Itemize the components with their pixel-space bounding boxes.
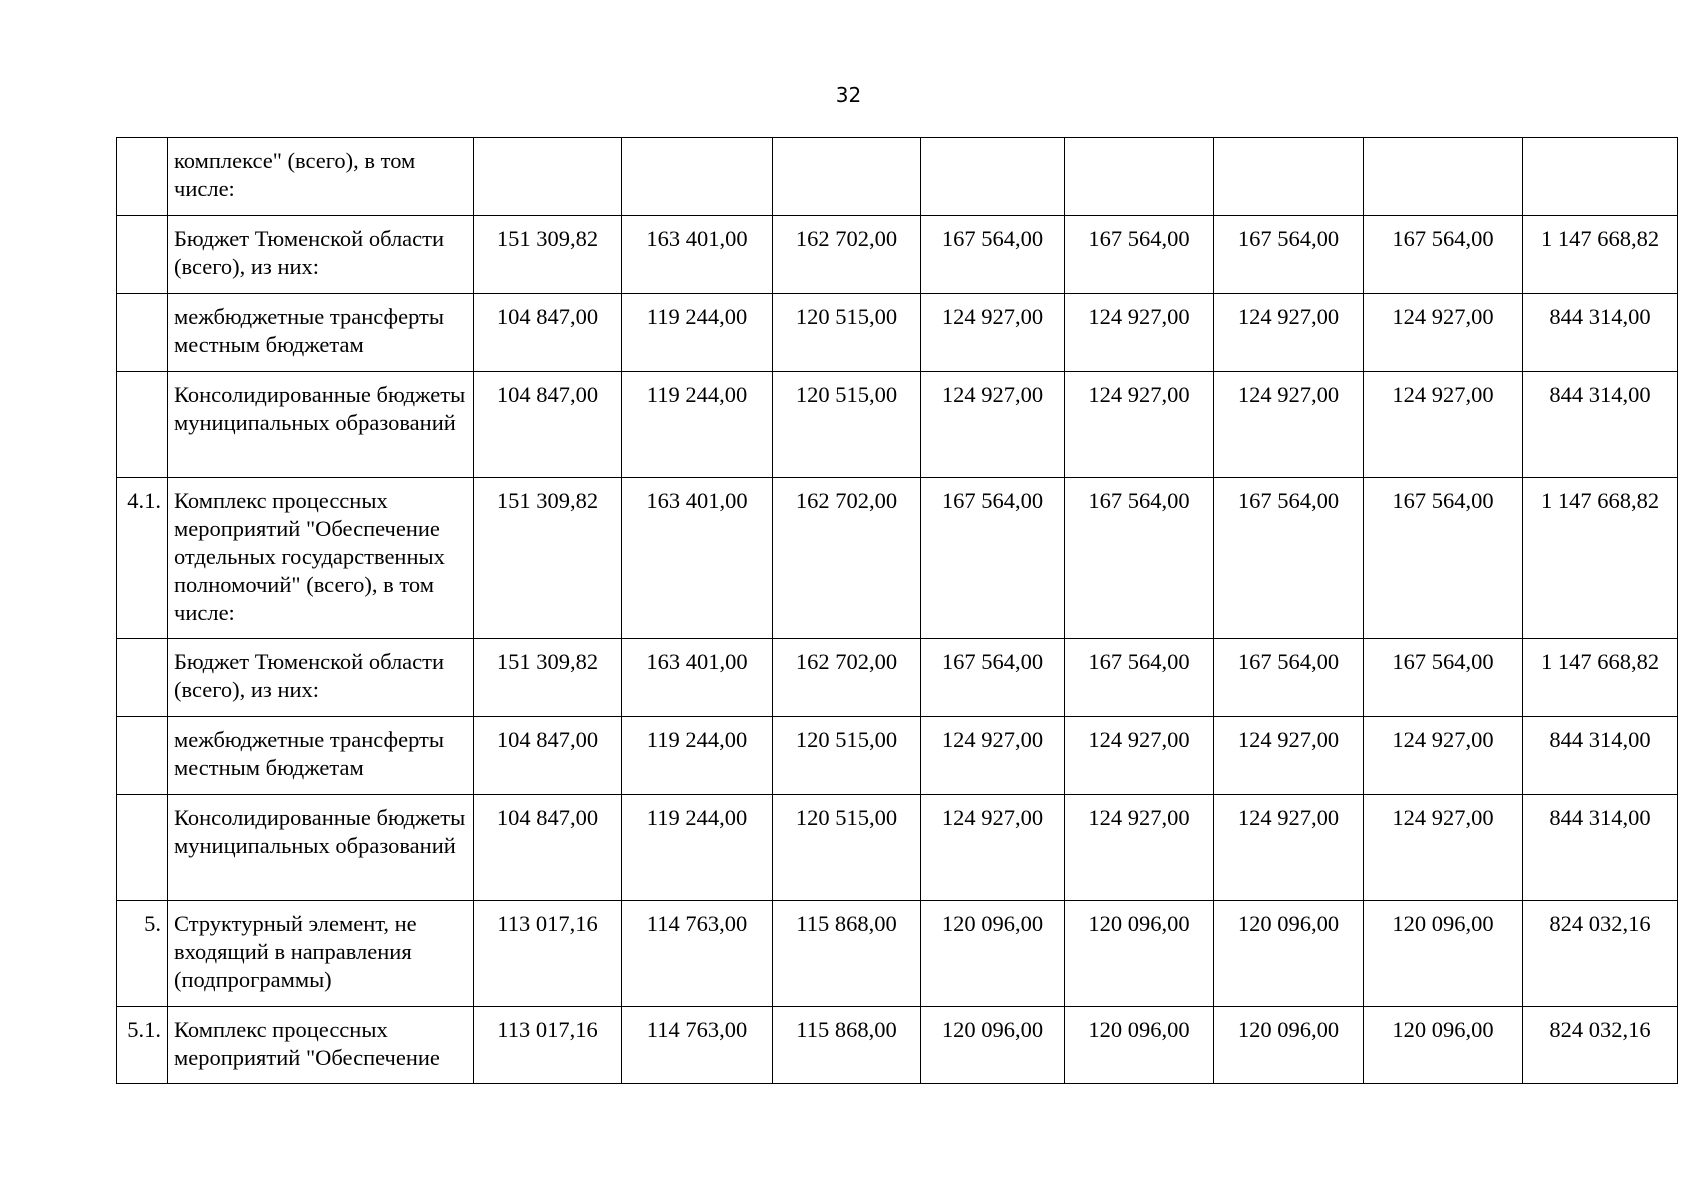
- row-number: 5.1.: [117, 1007, 168, 1084]
- value-cell: 151 309,82: [474, 216, 622, 294]
- value-cell: 113 017,16: [474, 1007, 622, 1084]
- row-name: Консолидированные бюджеты муниципальных образований: [168, 372, 474, 478]
- table-row: [117, 901, 1678, 1007]
- total-cell: 824 032,16: [1523, 901, 1678, 1007]
- value-cell: [1065, 138, 1214, 216]
- budget-table-body: [117, 138, 1678, 1084]
- value-cell: 167 564,00: [1364, 216, 1523, 294]
- table-row: [117, 478, 1678, 639]
- value-cell: 120 515,00: [773, 795, 921, 901]
- total-cell: 844 314,00: [1523, 372, 1678, 478]
- total-cell: 1 147 668,82: [1523, 478, 1678, 639]
- value-cell: 120 515,00: [773, 372, 921, 478]
- value-cell: 115 868,00: [773, 901, 921, 1007]
- value-cell: 162 702,00: [773, 216, 921, 294]
- row-number: 4.1.: [117, 478, 168, 639]
- total-cell: [1523, 138, 1678, 216]
- total-cell: 1 147 668,82: [1523, 639, 1678, 717]
- row-number: [117, 138, 168, 216]
- value-cell: 163 401,00: [622, 478, 773, 639]
- table-row: [117, 717, 1678, 795]
- row-number: [117, 717, 168, 795]
- value-cell: 124 927,00: [1214, 372, 1364, 478]
- value-cell: 167 564,00: [1065, 478, 1214, 639]
- row-name: Комплекс процессных мероприятий "Обеспечение: [168, 1007, 474, 1084]
- value-cell: 167 564,00: [1364, 639, 1523, 717]
- value-cell: 104 847,00: [474, 795, 622, 901]
- value-cell: 120 096,00: [1364, 1007, 1523, 1084]
- table-row: [117, 138, 1678, 216]
- value-cell: 167 564,00: [1214, 478, 1364, 639]
- value-cell: 124 927,00: [921, 372, 1065, 478]
- row-number: [117, 372, 168, 478]
- value-cell: 124 927,00: [1065, 717, 1214, 795]
- value-cell: 115 868,00: [773, 1007, 921, 1084]
- row-number: [117, 795, 168, 901]
- value-cell: 120 096,00: [921, 1007, 1065, 1084]
- value-cell: 167 564,00: [1214, 216, 1364, 294]
- value-cell: 124 927,00: [1364, 294, 1523, 372]
- row-number: [117, 294, 168, 372]
- value-cell: 124 927,00: [1214, 294, 1364, 372]
- value-cell: 124 927,00: [1065, 294, 1214, 372]
- value-cell: 120 515,00: [773, 294, 921, 372]
- value-cell: 124 927,00: [1065, 795, 1214, 901]
- row-name: Комплекс процессных мероприятий "Обеспечение отдельных государственных полномочий" (всего), в том числе:: [168, 478, 474, 639]
- table-row: [117, 795, 1678, 901]
- row-name: комплексе" (всего), в том числе:: [168, 138, 474, 216]
- value-cell: 124 927,00: [1364, 372, 1523, 478]
- value-cell: [1364, 138, 1523, 216]
- value-cell: 119 244,00: [622, 294, 773, 372]
- value-cell: 167 564,00: [1214, 639, 1364, 717]
- table-row: [117, 1007, 1678, 1084]
- row-name: Бюджет Тюменской области (всего), из них:: [168, 216, 474, 294]
- table-row: [117, 294, 1678, 372]
- value-cell: 120 096,00: [1065, 901, 1214, 1007]
- value-cell: 124 927,00: [921, 294, 1065, 372]
- value-cell: 124 927,00: [1364, 717, 1523, 795]
- row-number: [117, 639, 168, 717]
- value-cell: 119 244,00: [622, 372, 773, 478]
- value-cell: 113 017,16: [474, 901, 622, 1007]
- total-cell: 824 032,16: [1523, 1007, 1678, 1084]
- value-cell: 162 702,00: [773, 478, 921, 639]
- row-number: 5.: [117, 901, 168, 1007]
- value-cell: 124 927,00: [1214, 795, 1364, 901]
- budget-table: [116, 137, 1678, 1084]
- page-number: 32: [835, 83, 862, 107]
- value-cell: 120 096,00: [1364, 901, 1523, 1007]
- value-cell: 119 244,00: [622, 795, 773, 901]
- value-cell: 151 309,82: [474, 478, 622, 639]
- table-row: [117, 639, 1678, 717]
- value-cell: 167 564,00: [921, 478, 1065, 639]
- table-row: [117, 372, 1678, 478]
- value-cell: [921, 138, 1065, 216]
- value-cell: 151 309,82: [474, 639, 622, 717]
- value-cell: 120 096,00: [1214, 901, 1364, 1007]
- value-cell: 167 564,00: [1065, 216, 1214, 294]
- value-cell: 167 564,00: [1364, 478, 1523, 639]
- row-name: Консолидированные бюджеты муниципальных образований: [168, 795, 474, 901]
- row-name: Структурный элемент, не входящий в направления (подпрограммы): [168, 901, 474, 1007]
- value-cell: 167 564,00: [1065, 639, 1214, 717]
- value-cell: 114 763,00: [622, 1007, 773, 1084]
- total-cell: 844 314,00: [1523, 795, 1678, 901]
- value-cell: [773, 138, 921, 216]
- value-cell: 124 927,00: [921, 717, 1065, 795]
- value-cell: 167 564,00: [921, 639, 1065, 717]
- value-cell: 124 927,00: [1214, 717, 1364, 795]
- row-name: Бюджет Тюменской области (всего), из них:: [168, 639, 474, 717]
- value-cell: 104 847,00: [474, 372, 622, 478]
- value-cell: 124 927,00: [921, 795, 1065, 901]
- value-cell: 162 702,00: [773, 639, 921, 717]
- value-cell: 120 515,00: [773, 717, 921, 795]
- row-name: межбюджетные трансферты местным бюджетам: [168, 717, 474, 795]
- value-cell: 163 401,00: [622, 216, 773, 294]
- value-cell: [474, 138, 622, 216]
- value-cell: 114 763,00: [622, 901, 773, 1007]
- table-row: [117, 216, 1678, 294]
- total-cell: 1 147 668,82: [1523, 216, 1678, 294]
- total-cell: 844 314,00: [1523, 294, 1678, 372]
- value-cell: 120 096,00: [1214, 1007, 1364, 1084]
- value-cell: [1214, 138, 1364, 216]
- value-cell: 120 096,00: [1065, 1007, 1214, 1084]
- total-cell: 844 314,00: [1523, 717, 1678, 795]
- value-cell: 163 401,00: [622, 639, 773, 717]
- value-cell: 124 927,00: [1065, 372, 1214, 478]
- value-cell: 104 847,00: [474, 717, 622, 795]
- value-cell: 119 244,00: [622, 717, 773, 795]
- value-cell: 167 564,00: [921, 216, 1065, 294]
- value-cell: [622, 138, 773, 216]
- value-cell: 120 096,00: [921, 901, 1065, 1007]
- value-cell: 124 927,00: [1364, 795, 1523, 901]
- row-number: [117, 216, 168, 294]
- row-name: межбюджетные трансферты местным бюджетам: [168, 294, 474, 372]
- value-cell: 104 847,00: [474, 294, 622, 372]
